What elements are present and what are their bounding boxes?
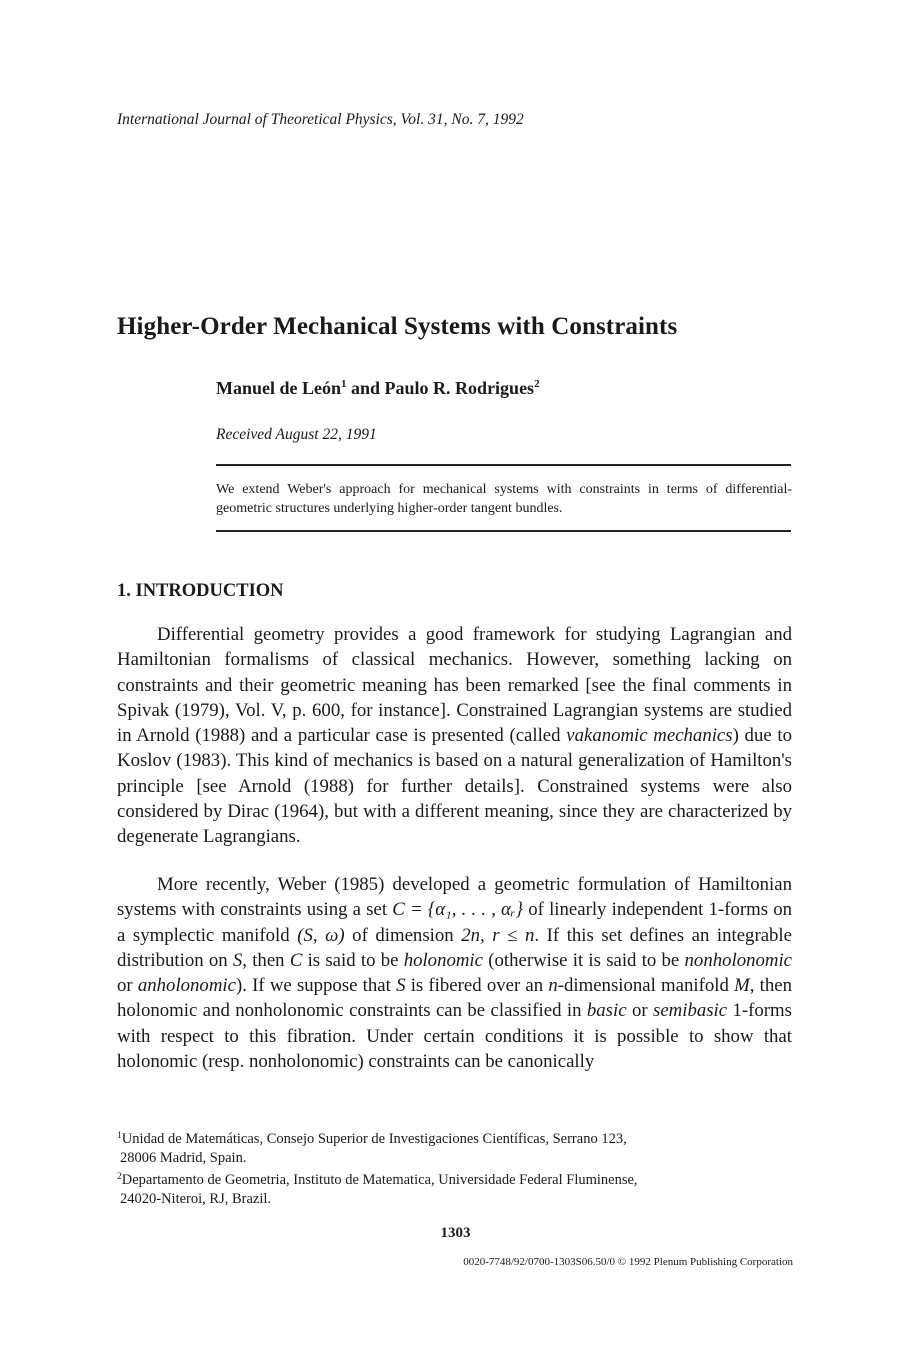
abstract-top-rule <box>216 464 791 466</box>
text-run: or <box>631 1000 648 1022</box>
author-name: Manuel de León <box>216 378 342 398</box>
footnotes <box>117 1127 793 1209</box>
author-line <box>216 378 540 399</box>
abstract-bottom-rule <box>216 530 791 532</box>
math: S <box>396 975 406 997</box>
text-run: is said to be <box>307 949 399 971</box>
footnote-marker: 2 <box>117 1172 122 1182</box>
text-run: ) due to Koslov (1983). This kind of mechanics is based on a natural generalization of Hamilton's principle [see Arnold (1988) for further details]. Constrained systems were also considered by Dirac (1964), but with a different meaning, since they are characterized by degenerate Lagrangians. <box>117 725 792 848</box>
math: C <box>289 949 303 971</box>
affiliation-marker: 1 <box>341 378 347 390</box>
footnote <box>117 1168 793 1190</box>
affiliation-marker: 2 <box>534 378 540 390</box>
text-run: ). If we suppose that <box>235 975 391 997</box>
text-run: or <box>117 975 133 997</box>
body-paragraph <box>117 622 792 850</box>
text-run: Differential geometry provides a good framework for studying Lagrangian and Hamiltonian formalisms of classical mechanics. However, something lacking on constraints and their geometric meaning has been remarked [see the final comments in Spivak (1979), Vol. V, p. 600, for instance]. Constrained Lagrangian systems are studied in Arnold (1988) and a particular case is presented (called <box>117 624 792 747</box>
emphasis: anholonomic <box>137 975 236 997</box>
math: (S, ω) <box>297 924 345 946</box>
paper-title: Higher-Order Mechanical Systems with Constraints <box>117 313 678 340</box>
text-run: (otherwise it is said to be <box>488 949 680 971</box>
footnote-text: Departamento de Geometria, Instituto de Matematica, Universidade Federal Fluminense, <box>121 1172 638 1188</box>
text-run: is fibered over an <box>410 975 544 997</box>
received-date: Received August 22, 1991 <box>216 426 377 443</box>
text-run: More recently, Weber (1985) developed a geometric formulation of Hamiltonian systems with constraints using a set <box>117 874 792 921</box>
footnote-text: Unidad de Matemáticas, Consejo Superior de Investigaciones Científicas, Serrano 123, <box>121 1131 627 1147</box>
math: M <box>734 975 750 997</box>
footnote-marker: 1 <box>117 1131 122 1141</box>
emphasis: basic <box>586 1000 627 1022</box>
footnote-continuation: 28006 Madrid, Spain. <box>120 1150 247 1166</box>
text-run: of dimension <box>352 924 454 946</box>
footnote-continuation: 24020-Niteroi, RJ, Brazil. <box>120 1191 272 1207</box>
math: 2n, r ≤ n <box>461 924 535 946</box>
text-run: , then <box>242 949 285 971</box>
author-conjunction: and <box>351 378 381 398</box>
text-run: -dimensional manifold <box>557 975 729 997</box>
text-run: , then holonomic and nonholonomic constraints can be classified in <box>117 975 792 1022</box>
page-number: 1303 <box>440 1225 471 1241</box>
text-run: . If this set defines an integrable distribution on <box>117 924 792 971</box>
emphasis: holonomic <box>403 949 483 971</box>
emphasis: nonholonomic <box>684 949 792 971</box>
body-paragraph <box>117 872 792 1074</box>
text-run: 1-forms with respect to this fibration. Under certain conditions it is possible to show that holonomic (resp. nonholonomic) constraints can be canonically <box>117 1000 792 1073</box>
math: C = {α₁, . . . , αᵣ} <box>392 899 524 921</box>
math: S <box>232 949 243 971</box>
footnote <box>117 1127 793 1149</box>
copyright-line: 0020-7748/92/0700-1303S06.50/0 © 1992 Plenum Publishing Corporation <box>463 1256 793 1268</box>
author-name: Paulo R. Rodrigues <box>384 378 535 398</box>
journal-header: International Journal of Theoretical Physics, Vol. 31, No. 7, 1992 <box>117 111 524 128</box>
abstract: We extend Weber's approach for mechanical systems with constraints in terms of differential-geometric structures underlying higher-order tangent bundles. <box>216 482 792 516</box>
emphasis: vakanomic mechanics <box>566 725 733 747</box>
section-heading: 1. INTRODUCTION <box>117 581 284 601</box>
text-run: of linearly independent 1-forms on a symplectic manifold <box>117 899 793 946</box>
emphasis: semibasic <box>653 1000 728 1022</box>
math: n <box>548 975 558 997</box>
